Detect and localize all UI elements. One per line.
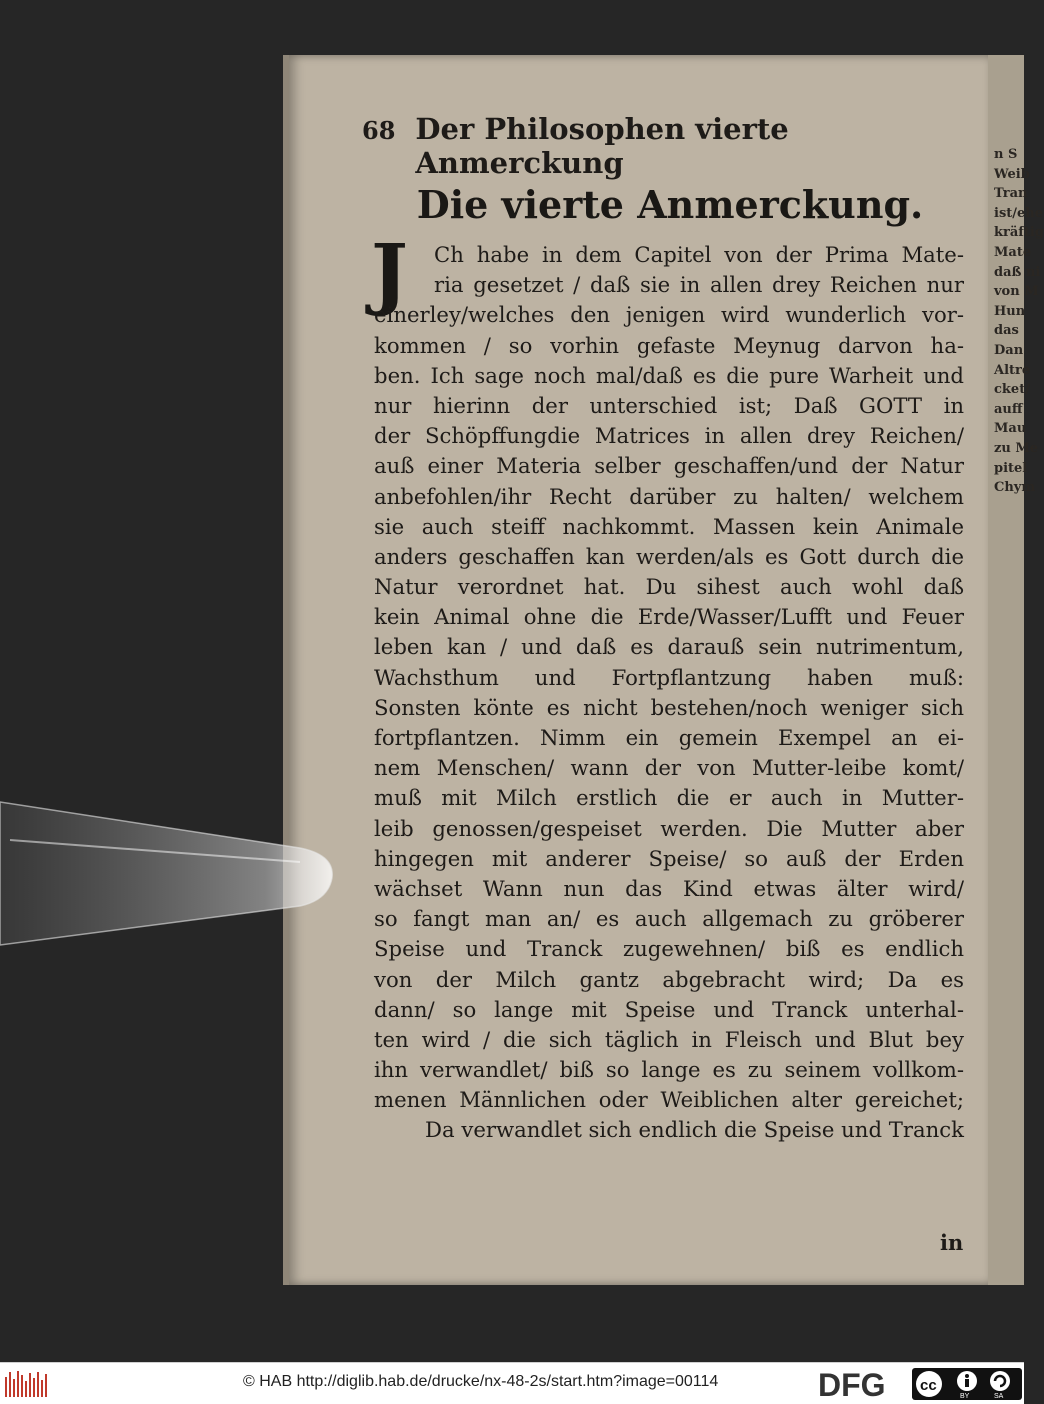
text-line: dann/ so lange mit Speise und Tranck unterhal- bbox=[374, 996, 964, 1022]
text-line: anbefohlen/ihr Recht darüber zu halten/ welchem bbox=[374, 483, 964, 509]
text-line: Da verwandlet sich endlich die Speise und Tranck bbox=[425, 1117, 964, 1143]
text-line: Ch habe in dem Capitel von der Prima Mate- bbox=[434, 242, 964, 267]
hab-barcode-logo-icon bbox=[4, 1369, 48, 1399]
pointer-overlay-icon bbox=[0, 800, 335, 950]
next-page-fragment: cket/ bbox=[994, 382, 1030, 398]
text-line: sie auch steiff nachkommt. Massen kein Animale bbox=[374, 513, 964, 539]
footer-bar bbox=[0, 1362, 1024, 1404]
page-number: 68 bbox=[362, 116, 396, 145]
next-page-fragment: zu Me bbox=[994, 440, 1039, 456]
next-page-fragment: von M bbox=[994, 284, 1039, 300]
text-line: leben kan / und daß es darauß sein nutrimentum, bbox=[374, 634, 964, 660]
chapter-heading: Die vierte Anmerckung. bbox=[416, 182, 924, 227]
catchword: in bbox=[940, 1230, 964, 1255]
cc-license-icon[interactable] bbox=[912, 1368, 1022, 1400]
text-line: kommen / so vorhin gefaste Meynug darvon ha- bbox=[374, 332, 964, 358]
text-line: Natur verordnet hat. Du sihest auch wohl daß bbox=[374, 574, 964, 600]
next-page-fragment: Altre bbox=[994, 362, 1031, 378]
running-head-title: Der Philosophen vierte Anmerckung bbox=[415, 112, 789, 180]
text-line: so fangt man an/ es auch allgemach zu gröberer bbox=[374, 906, 964, 932]
text-line: auß einer Materia selber geschaffen/und der Natur bbox=[374, 453, 964, 479]
next-page-fragment: Dan bbox=[994, 342, 1024, 358]
next-page-fragment: ist/ehe bbox=[994, 205, 1044, 221]
running-head bbox=[362, 112, 922, 180]
license-sa-label: SA bbox=[994, 1393, 1004, 1400]
text-line: ten wird / die sich täglich in Fleisch und Blut bey bbox=[374, 1026, 964, 1052]
text-line: Sonsten könte es nicht bestehen/noch weniger sich bbox=[374, 694, 964, 720]
next-page-fragment: Mate bbox=[994, 244, 1032, 260]
text-line: menen Männlichen oder Weiblichen alter gereichet; bbox=[374, 1087, 964, 1113]
text-line: ben. Ich sage noch mal/daß es die pure Warheit und bbox=[374, 362, 964, 388]
dfg-logo-icon bbox=[818, 1367, 910, 1403]
text-line: kein Animal ohne die Erde/Wasser/Lufft und Feuer bbox=[374, 604, 964, 630]
next-page-fragment: kräftig bbox=[994, 225, 1044, 241]
next-page-fragment: das bbox=[994, 323, 1019, 339]
next-page-fragment: Chym bbox=[994, 480, 1036, 496]
text-line: anders geschaffen kan werden/als es Gott durch die bbox=[374, 543, 964, 569]
text-line: ria gesetzet / daß sie in allen drey Reichen nur bbox=[434, 272, 964, 298]
svg-text:cc: cc bbox=[920, 1377, 937, 1394]
text-line: fortpflantzen. Nimm ein gemein Exempel an ei- bbox=[374, 725, 964, 750]
copyright-link[interactable]: © HAB http://diglib.hab.de/drucke/nx-48-2s/start.htm?image=00114 bbox=[243, 1373, 719, 1390]
next-page-fragment: Tran bbox=[994, 186, 1028, 202]
next-page-fragment: Weib bbox=[994, 166, 1030, 182]
text-line: Wachsthum und Fortpflantzung haben muß: bbox=[374, 664, 964, 690]
next-page-fragment: n S bbox=[994, 147, 1018, 162]
next-page-fragment: pitel bbox=[994, 460, 1028, 476]
text-line: wächset Wann nun das Kind etwas älter wird/ bbox=[374, 875, 964, 901]
text-line: ihn verwandlet/ biß so lange es zu seinem vollkom- bbox=[374, 1057, 964, 1083]
text-line: nur hierinn der unterschied ist; Daß GOTT in bbox=[374, 392, 964, 418]
text-line: leib genossen/gespeiset werden. Die Mutter aber bbox=[374, 815, 964, 841]
text-line: von der Milch gantz abgebracht wird; Da es bbox=[374, 966, 964, 992]
text-line: hingegen mit anderer Speise/ so auß der Erden bbox=[374, 845, 964, 871]
body-text bbox=[374, 240, 964, 1146]
text-line: Speise und Tranck zugewehnen/ biß es endlich bbox=[374, 936, 964, 962]
next-page-fragment: auff bbox=[994, 401, 1023, 417]
text-line: nem Menschen/ wann der von Mutter-leibe komt/ bbox=[374, 755, 964, 781]
next-page-fragment: daß ni bbox=[994, 264, 1041, 280]
next-page-fragments bbox=[994, 145, 1044, 498]
text-line: der Schöpffungdie Matrices in allen drey Reichen/ bbox=[374, 423, 964, 449]
text-line: muß mit Milch erstlich die er auch in Mutter- bbox=[374, 785, 964, 811]
text-line: einerley/welches den jenigen wird wunderlich vor- bbox=[374, 302, 964, 328]
drop-cap: J bbox=[371, 228, 408, 319]
next-page-fragment: Mau bbox=[994, 421, 1027, 437]
license-by-label: BY bbox=[960, 1393, 970, 1400]
dfg-label: DFG bbox=[818, 1367, 886, 1403]
next-page-fragment: Hun bbox=[994, 303, 1026, 319]
